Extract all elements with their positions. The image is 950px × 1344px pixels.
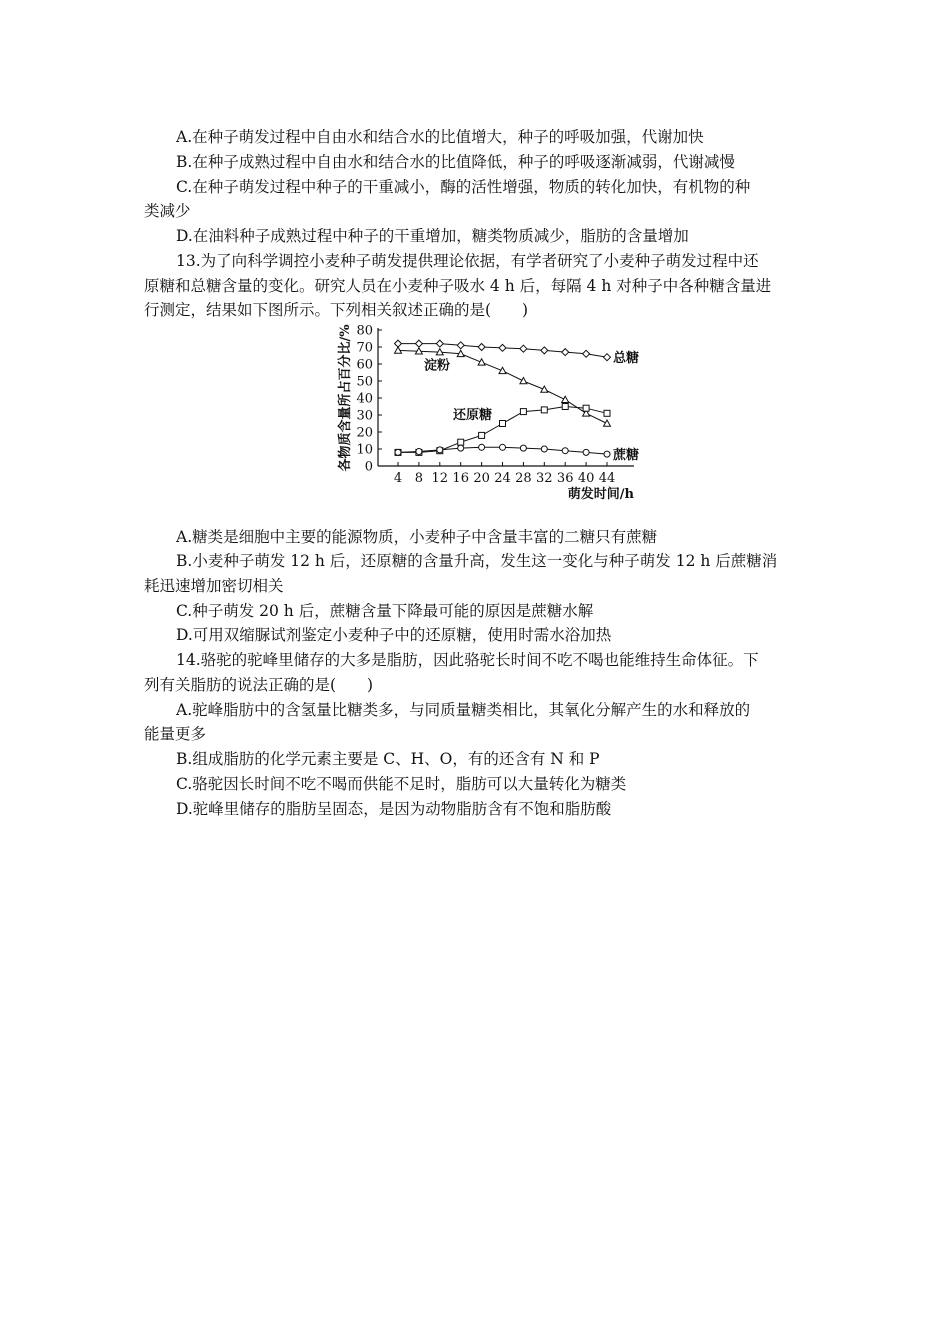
data-point — [499, 344, 506, 351]
y-tick-label: 20 — [356, 425, 373, 441]
data-point — [583, 350, 590, 357]
data-point — [479, 432, 485, 438]
data-point — [500, 421, 506, 427]
data-point — [437, 447, 443, 453]
q12-option-c-line1: C.在种子萌发过程中种子的干重减小，酶的活性增强，物质的转化加快，有机物的种 — [176, 178, 751, 196]
x-tick-label: 44 — [598, 471, 616, 486]
q12-option-a: A.在种子萌发过程中自由水和结合水的比值增大，种子的呼吸加强，代谢加快 — [176, 128, 704, 146]
data-point — [499, 367, 506, 373]
y-tick-label: 80 — [356, 323, 373, 339]
y-tick-label: 40 — [356, 391, 373, 407]
data-point — [520, 378, 527, 384]
series-label: 还原糖 — [453, 408, 493, 423]
data-point — [604, 410, 610, 416]
data-point — [604, 451, 610, 457]
data-point — [436, 340, 443, 347]
x-tick-label: 8 — [414, 471, 424, 486]
data-point — [541, 407, 547, 413]
data-point — [541, 386, 548, 392]
data-point — [415, 340, 422, 347]
x-tick-label: 28 — [515, 471, 532, 486]
x-tick-label: 4 — [393, 471, 403, 486]
q13-option-b-line1: B.小麦种子萌发 12 h 后，还原糖的含量升高，发生这一变化与种子萌发 12 h 后蔗糖消 — [176, 552, 778, 570]
x-axis-title: 萌发时间/h — [567, 487, 634, 500]
data-point — [562, 349, 569, 356]
data-point — [458, 439, 464, 445]
x-tick-label: 40 — [577, 471, 595, 486]
data-point — [520, 445, 526, 451]
data-point — [562, 396, 569, 402]
x-tick-label: 16 — [452, 471, 469, 486]
y-tick-label: 50 — [356, 374, 373, 390]
data-point — [416, 449, 422, 455]
data-point — [478, 359, 485, 365]
y-tick-label: 70 — [356, 340, 373, 356]
data-point — [478, 344, 485, 351]
q14-option-b: B.组成脂肪的化学元素主要是 C、H、O，有的还含有 N 和 P — [176, 750, 600, 768]
q14-stem-line2: 列有关脂肪的说法正确的是( ) — [144, 676, 374, 694]
q14-option-d: D.驼峰里储存的脂肪呈固态，是因为动物脂肪含有不饱和脂肪酸 — [176, 800, 612, 818]
q13-option-c: C.种子萌发 20 h 后，蔗糖含量下降最可能的原因是蔗糖水解 — [176, 602, 594, 620]
x-tick-label: 20 — [473, 471, 490, 486]
q14-option-a-line1: A.驼峰脂肪中的含氢量比糖类多，与同质量糖类相比，其氧化分解产生的水和释放的 — [176, 701, 751, 719]
data-point — [583, 405, 589, 411]
q13-option-a: A.糖类是细胞中主要的能源物质，小麦种子中含量丰富的二糖只有蔗糖 — [176, 528, 658, 546]
x-tick-label: 32 — [536, 471, 553, 486]
q13-stem-line2: 原糖和总糖含量的变化。研究人员在小麦种子吸水 4 h 后，每隔 4 h 对种子中各种糖含量进 — [144, 277, 772, 295]
q13-stem-line3: 行测定，结果如下图所示。下列相关叙述正确的是( ) — [144, 301, 529, 319]
q13-option-b-line2: 耗迅速增加密切相关 — [144, 577, 284, 595]
data-point — [500, 444, 506, 450]
y-axis-title: 各物质含量所占百分比/% — [338, 324, 353, 472]
x-tick-label: 24 — [494, 471, 511, 486]
q14-option-a-line2: 能量更多 — [144, 725, 207, 743]
data-point — [604, 354, 611, 361]
data-point — [457, 342, 464, 349]
y-tick-label: 10 — [356, 442, 373, 458]
series-label: 淀粉 — [424, 358, 451, 374]
y-tick-label: 30 — [356, 408, 373, 424]
data-point — [479, 444, 485, 450]
data-point — [604, 420, 611, 426]
x-tick-label: 36 — [556, 471, 574, 486]
y-tick-label: 60 — [356, 357, 373, 373]
data-point — [562, 404, 568, 410]
q12-option-d: D.在油料种子成熟过程中种子的干重增加，糖类物质减少，脂肪的含量增加 — [176, 227, 689, 245]
q12-option-b: B.在种子成熟过程中自由水和结合水的比值降低，种子的呼吸逐渐减弱，代谢减慢 — [176, 153, 735, 171]
sugar-content-chart — [330, 320, 650, 500]
series-label: 蔗糖 — [613, 448, 640, 464]
q14-stem-line1: 14.骆驼的驼峰里储存的大多是脂肪，因此骆驼长时间不吃不喝也能维持生命体征。下 — [176, 651, 759, 669]
data-point — [583, 449, 589, 455]
q12-option-c-line2: 类减少 — [144, 202, 191, 220]
y-tick-label: 0 — [364, 459, 373, 475]
series-label: 总糖 — [613, 351, 640, 367]
data-point — [541, 347, 548, 354]
data-point — [395, 449, 401, 455]
data-point — [458, 445, 464, 451]
data-point — [520, 409, 526, 415]
q13-stem-line1: 13.为了向科学调控小麦种子萌发提供理论依据，有学者研究了小麦种子萌发过程中还 — [176, 252, 759, 270]
x-tick-label: 12 — [431, 471, 449, 486]
q14-option-c: C.骆驼因长时间不吃不喝而供能不足时，脂肪可以大量转化为糖类 — [176, 775, 627, 793]
q13-option-d: D.可用双缩脲试剂鉴定小麦种子中的还原糖，使用时需水浴加热 — [176, 626, 612, 644]
data-point — [562, 448, 568, 454]
data-point — [520, 345, 527, 352]
data-point — [541, 446, 547, 452]
